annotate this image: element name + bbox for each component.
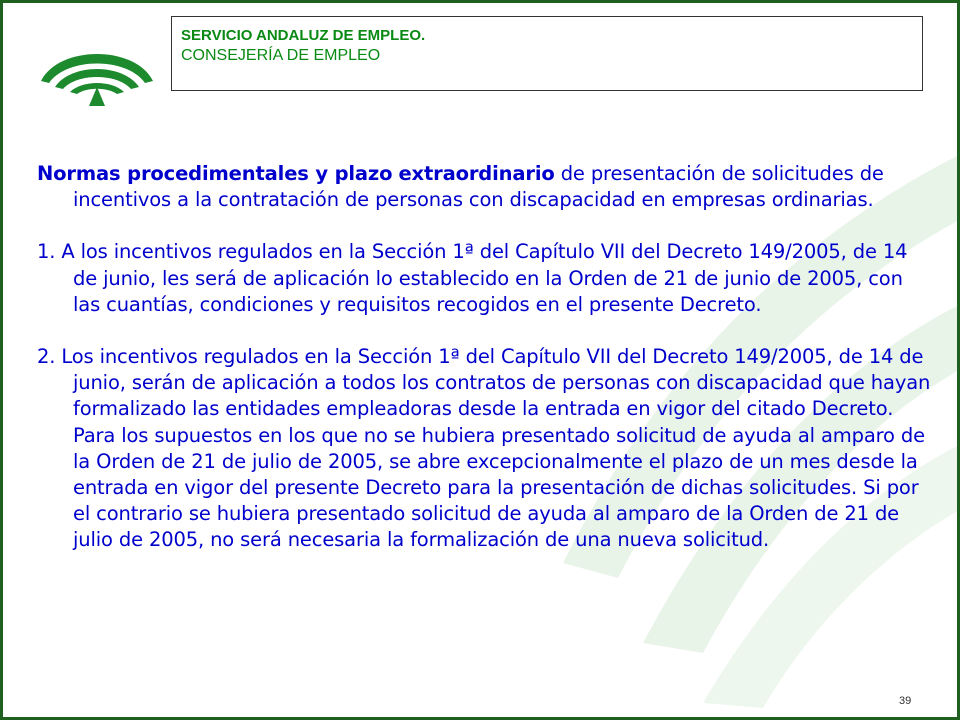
paragraph-gap <box>37 318 933 344</box>
header-org-title: SERVICIO ANDALUZ DE EMPLEO. <box>181 27 426 44</box>
intro-paragraph <box>37 161 933 213</box>
header-dept-title: CONSEJERÍA DE EMPLEO <box>181 47 381 64</box>
paragraph-gap <box>37 213 933 239</box>
intro-bold-a: Normas procedimentales y plazo <box>37 162 393 185</box>
junta-de-andalucia-logo-icon <box>37 37 157 109</box>
paragraph-1: 1. A los incentivos regulados en la Sección 1ª del Capítulo VII del Decreto 149/2005, de 14 de junio, les será de aplicación lo establecido en la Orden de 21 de junio de 2005, con las cuantías, condiciones y requisitos recogidos en el presente Decreto. <box>37 240 908 316</box>
intro-rest: de presentación de solicitudes de incentivos a la contratación de personas con discapacidad en empresas ordinarias. <box>73 162 884 212</box>
intro-bold-b: extraordinario <box>398 162 555 185</box>
page-number: 39 <box>899 695 912 707</box>
main-content <box>37 161 933 554</box>
paragraph-2: 2. Los incentivos regulados en la Sección 1ª del Capítulo VII del Decreto 149/2005, de 14 de junio, serán de aplicación a todos los contratos de personas con discapacidad que hayan formalizado las entidades empleadoras desde la entrada en vigor del citado Decreto. Para los supuestos en los que no se hubiera presentado solicitud de ayuda al amparo de la Orden de 21 de julio de 2005, se abre excepcionalmente el plazo de un mes desde la entrada en vigor del presente Decreto para la presentación de dichas solicitudes. Si por el contrario se hubiera presentado solicitud de ayuda al amparo de la Orden de 21 de julio de 2005, no será necesaria la formalización de una nueva solicitud. <box>37 345 931 552</box>
header-box <box>171 16 923 91</box>
